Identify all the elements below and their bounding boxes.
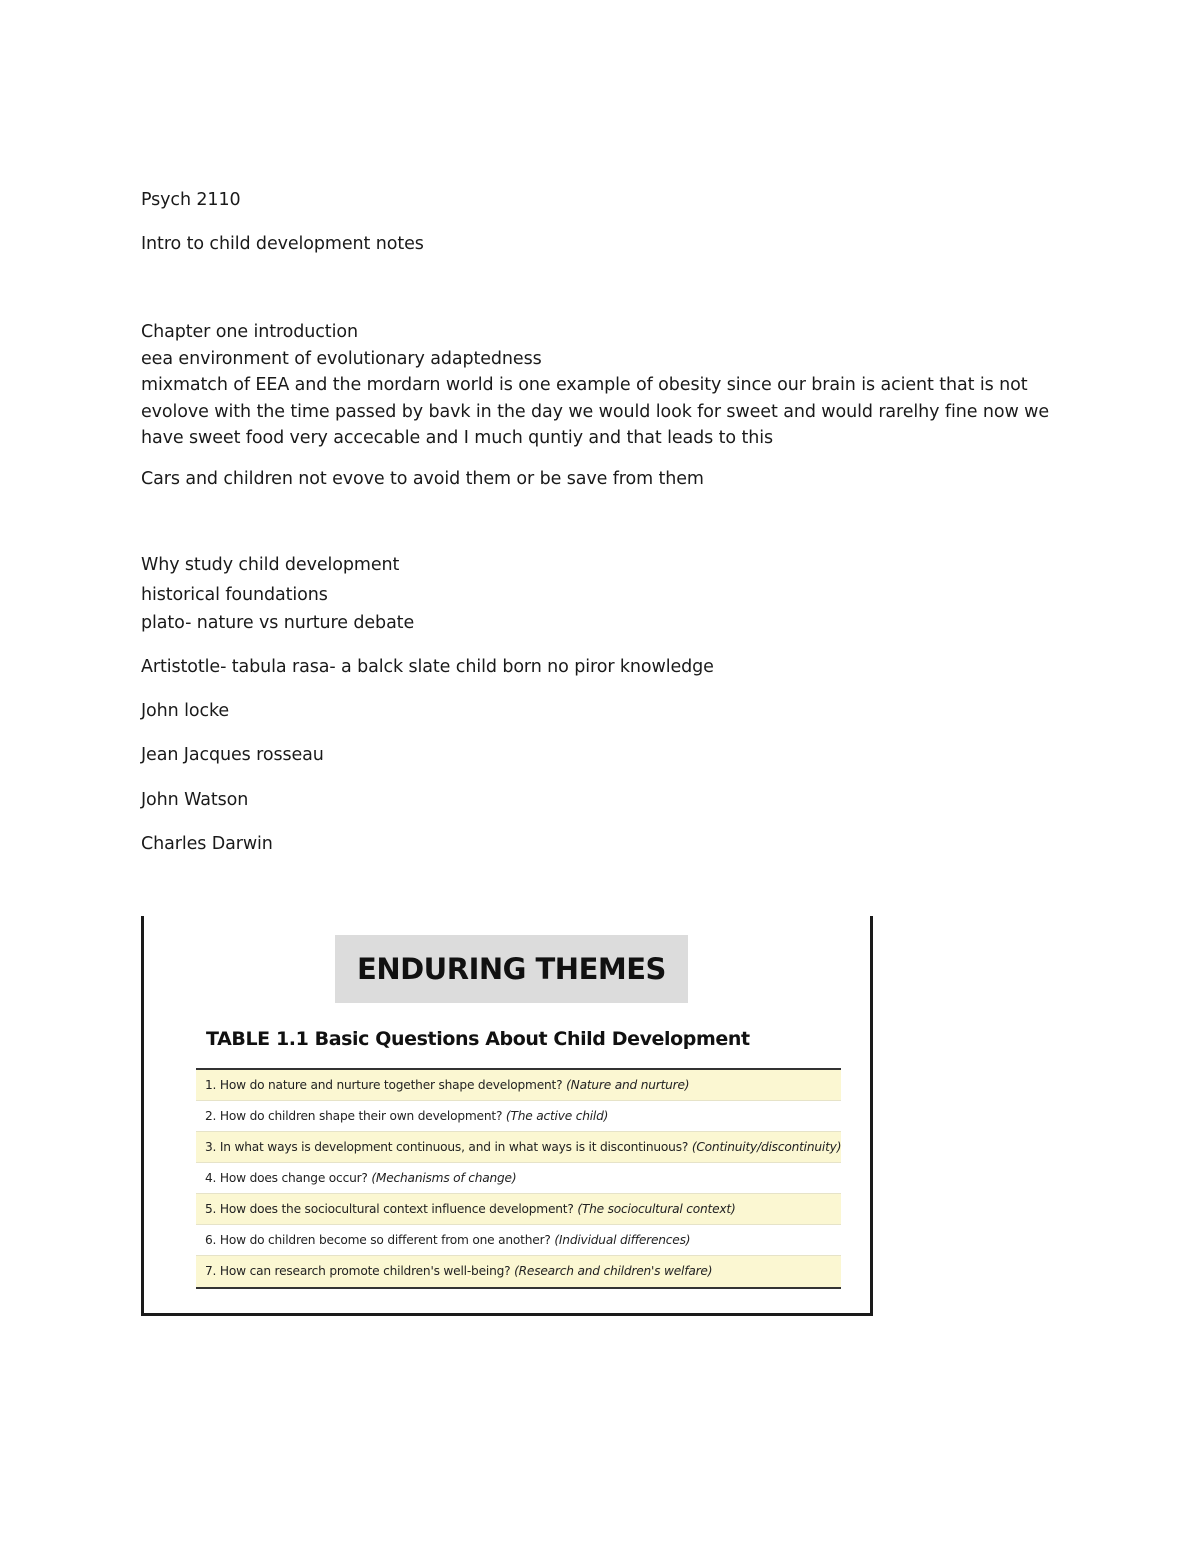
question-text: 1. How do nature and nurture together shape development? <box>205 1078 563 1092</box>
theme-label: (Continuity/discontinuity) <box>691 1140 841 1154</box>
theme-label: (The sociocultural context) <box>577 1202 736 1216</box>
why-study-heading: Why study child development <box>141 555 400 575</box>
theme-label: (Research and children's welfare) <box>514 1264 713 1278</box>
notes-subtitle: Intro to child development notes <box>141 234 424 254</box>
eea-line: eea environment of evolutionary adaptedness <box>141 349 542 369</box>
question-text: 5. How does the sociocultural context influence development? <box>205 1202 574 1216</box>
theme-label: (The active child) <box>505 1109 609 1123</box>
question-text: 6. How do children become so different from one another? <box>205 1233 551 1247</box>
table-row <box>196 1070 841 1101</box>
theme-label: (Mechanisms of change) <box>371 1171 517 1185</box>
historical-foundations: historical foundations <box>141 585 328 605</box>
table-row <box>196 1132 841 1163</box>
question-text: 7. How can research promote children's well-being? <box>205 1264 511 1278</box>
question-text: 3. In what ways is development continuous, and in what ways is it discontinuous? <box>205 1140 689 1154</box>
table-row <box>196 1194 841 1225</box>
person-john-watson: John Watson <box>141 790 249 810</box>
course-title: Psych 2110 <box>141 190 241 210</box>
enduring-themes-banner <box>335 935 688 1003</box>
person-charles-darwin: Charles Darwin <box>141 834 273 854</box>
table-title: TABLE 1.1 Basic Questions About Child Development <box>206 1028 750 1050</box>
chapter-title: Chapter one introduction <box>141 322 358 342</box>
theme-label: (Nature and nurture) <box>566 1078 690 1092</box>
table-row <box>196 1256 841 1287</box>
mismatch-paragraph: mixmatch of EEA and the mordarn world is one example of obesity since our brain is acient that is not evolove with the time passed by bavk in the day we would look for sweet and would rarelhy fine now we have sweet food very accecable and I much quntiy and that leads to this <box>141 375 1049 448</box>
person-rousseau: Jean Jacques rosseau <box>141 745 324 765</box>
question-text: 2. How do children shape their own development? <box>205 1109 503 1123</box>
plato-line: plato- nature vs nurture debate <box>141 613 415 633</box>
theme-label: (Individual differences) <box>554 1233 691 1247</box>
enduring-themes-figure <box>141 916 873 1316</box>
table-row <box>196 1163 841 1194</box>
questions-table <box>196 1068 841 1289</box>
question-text: 4. How does change occur? <box>205 1171 368 1185</box>
person-john-locke: John locke <box>141 701 230 721</box>
table-row <box>196 1225 841 1256</box>
table-row <box>196 1101 841 1132</box>
aristotle-line: Artistotle- tabula rasa- a balck slate child born no piror knowledge <box>141 657 714 677</box>
banner-text: ENDURING THEMES <box>357 952 666 986</box>
cars-line: Cars and children not evove to avoid them or be save from them <box>141 469 704 489</box>
